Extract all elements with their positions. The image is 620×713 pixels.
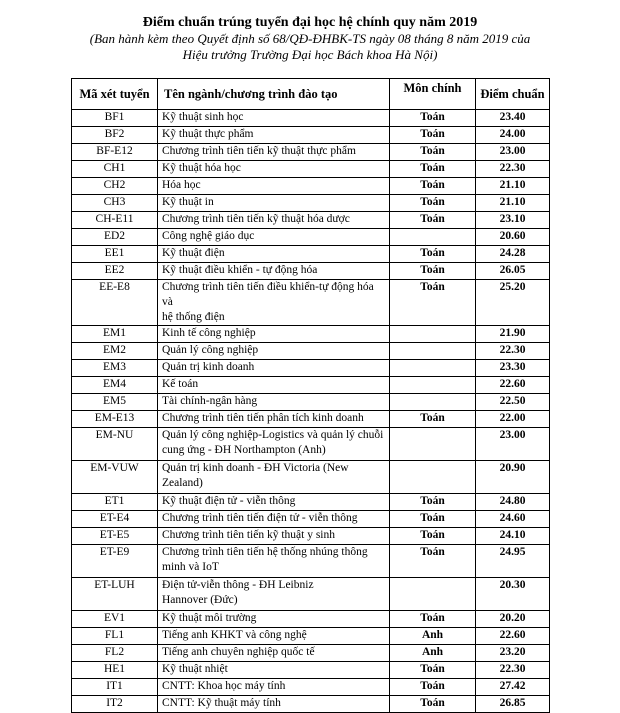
program-name-line: Kỹ thuật hóa học xyxy=(162,162,241,174)
main-subject-cell xyxy=(390,461,476,494)
program-name-line: Kỹ thuật in xyxy=(162,196,214,208)
table-row xyxy=(72,178,550,195)
main-subject-cell: Toán xyxy=(390,263,476,280)
cutoff-score-cell: 20.60 xyxy=(476,229,550,246)
main-subject-cell: Toán xyxy=(390,110,476,127)
main-subject-cell: Toán xyxy=(390,545,476,578)
program-code-cell: CH2 xyxy=(72,178,158,195)
program-name-line: Tiếng anh KHKT và công nghệ xyxy=(162,629,307,641)
cutoff-score-cell: 24.80 xyxy=(476,494,550,511)
program-code-cell: EM-NU xyxy=(72,428,158,461)
main-subject-cell xyxy=(390,428,476,461)
program-code-cell: EM2 xyxy=(72,343,158,360)
program-code-cell: ET-E5 xyxy=(72,528,158,545)
cutoff-score-cell: 24.60 xyxy=(476,511,550,528)
main-subject-cell: Toán xyxy=(390,280,476,326)
cutoff-score-cell: 22.60 xyxy=(476,628,550,645)
program-name-line: Công nghệ giáo dục xyxy=(162,230,255,242)
program-name-line: Kỹ thuật thực phẩm xyxy=(162,128,254,140)
program-name-line: CNTT: Kỹ thuật máy tính xyxy=(162,697,281,709)
program-code-cell: BF1 xyxy=(72,110,158,127)
main-subject-cell xyxy=(390,578,476,611)
table-body xyxy=(72,110,550,713)
table-row xyxy=(72,611,550,628)
program-code-cell: CH3 xyxy=(72,195,158,212)
program-name-cell xyxy=(158,696,390,713)
main-subject-cell: Toán xyxy=(390,212,476,229)
main-subject-cell: Anh xyxy=(390,645,476,662)
table-row xyxy=(72,578,550,611)
cutoff-score-cell: 25.20 xyxy=(476,280,550,326)
main-subject-cell: Toán xyxy=(390,528,476,545)
cutoff-score-cell: 24.10 xyxy=(476,528,550,545)
program-code-cell: EM-VUW xyxy=(72,461,158,494)
program-name-cell xyxy=(158,461,390,494)
program-name-line: Tài chính-ngân hàng xyxy=(162,395,258,407)
table-row xyxy=(72,161,550,178)
program-name-cell xyxy=(158,343,390,360)
program-code-cell: EM1 xyxy=(72,326,158,343)
program-name-cell xyxy=(158,394,390,411)
cutoff-score-cell: 22.50 xyxy=(476,394,550,411)
main-subject-cell: Toán xyxy=(390,144,476,161)
program-name-line: Chương trình tiên tiến điện tử - viễn thông xyxy=(162,512,358,524)
table-row xyxy=(72,195,550,212)
table-row xyxy=(72,127,550,144)
program-code-cell: IT2 xyxy=(72,696,158,713)
program-code-cell: EM4 xyxy=(72,377,158,394)
program-name-line: hệ thống điện xyxy=(162,311,225,323)
program-name-cell xyxy=(158,411,390,428)
table-row xyxy=(72,246,550,263)
program-name-cell xyxy=(158,679,390,696)
cutoff-score-cell: 22.00 xyxy=(476,411,550,428)
table-row xyxy=(72,494,550,511)
program-name-cell xyxy=(158,662,390,679)
program-name-line: Kỹ thuật điện tử - viễn thông xyxy=(162,495,296,507)
document-title: Điểm chuẩn trúng tuyển đại học hệ chính quy năm 2019 xyxy=(142,15,478,30)
program-code-cell: EM3 xyxy=(72,360,158,377)
program-name-line: Kỹ thuật nhiệt xyxy=(162,663,228,675)
main-subject-cell xyxy=(390,377,476,394)
program-name-line: Chương trình tiên tiến kỹ thuật y sinh xyxy=(162,529,335,541)
table-row xyxy=(72,628,550,645)
program-name-line: Quản lý công nghiệp-Logistics và quản lý chuỗi xyxy=(162,429,384,441)
cutoff-score-cell: 27.42 xyxy=(476,679,550,696)
cutoff-score-cell: 22.30 xyxy=(476,161,550,178)
program-name-line: Hóa học xyxy=(162,179,201,191)
program-name-cell xyxy=(158,178,390,195)
program-code-cell: BF-E12 xyxy=(72,144,158,161)
program-name-cell xyxy=(158,127,390,144)
cutoff-score-cell: 20.20 xyxy=(476,611,550,628)
program-code-cell: ED2 xyxy=(72,229,158,246)
program-name-line: minh và IoT xyxy=(162,561,219,573)
program-name-cell xyxy=(158,161,390,178)
column-header-code: Mã xét tuyển xyxy=(72,79,158,110)
program-name-line: cung ứng - ĐH Northampton (Anh) xyxy=(162,444,326,456)
cutoff-score-cell: 26.85 xyxy=(476,696,550,713)
program-name-line: Kỹ thuật môi trường xyxy=(162,612,257,624)
program-name-cell xyxy=(158,144,390,161)
table-row xyxy=(72,229,550,246)
program-name-cell xyxy=(158,545,390,578)
program-name-cell xyxy=(158,360,390,377)
main-subject-cell: Toán xyxy=(390,696,476,713)
program-name-line: Quản lý công nghiệp xyxy=(162,344,259,356)
program-name-cell xyxy=(158,195,390,212)
admission-scores-table xyxy=(71,78,550,713)
program-name-cell xyxy=(158,110,390,127)
table-row xyxy=(72,263,550,280)
program-code-cell: CH1 xyxy=(72,161,158,178)
main-subject-cell: Toán xyxy=(390,611,476,628)
program-name-line: Kỹ thuật điều khiển - tự động hóa xyxy=(162,264,318,276)
program-code-cell: ET-LUH xyxy=(72,578,158,611)
program-name-cell xyxy=(158,377,390,394)
table-row xyxy=(72,679,550,696)
program-name-cell xyxy=(158,611,390,628)
main-subject-cell: Toán xyxy=(390,494,476,511)
program-name-line: Kinh tế công nghiệp xyxy=(162,327,256,339)
main-subject-cell: Toán xyxy=(390,195,476,212)
cutoff-score-cell: 22.30 xyxy=(476,662,550,679)
cutoff-score-cell: 24.00 xyxy=(476,127,550,144)
column-header-main-subject: Môn chính xyxy=(390,79,476,110)
main-subject-cell xyxy=(390,360,476,377)
main-subject-cell xyxy=(390,326,476,343)
main-subject-cell: Anh xyxy=(390,628,476,645)
main-subject-cell xyxy=(390,229,476,246)
main-subject-cell: Toán xyxy=(390,161,476,178)
program-code-cell: ET1 xyxy=(72,494,158,511)
program-name-cell xyxy=(158,212,390,229)
cutoff-score-cell: 23.00 xyxy=(476,428,550,461)
program-code-cell: BF2 xyxy=(72,127,158,144)
column-header-cutoff-score: Điểm chuẩn xyxy=(476,79,550,110)
program-name-cell xyxy=(158,628,390,645)
program-code-cell: IT1 xyxy=(72,679,158,696)
main-subject-cell: Toán xyxy=(390,246,476,263)
cutoff-score-cell: 24.95 xyxy=(476,545,550,578)
table-row xyxy=(72,110,550,127)
program-code-cell: ET-E9 xyxy=(72,545,158,578)
table-row xyxy=(72,360,550,377)
cutoff-score-cell: 20.30 xyxy=(476,578,550,611)
program-name-line: Quản trị kinh doanh xyxy=(162,361,255,373)
table-row xyxy=(72,511,550,528)
table-row xyxy=(72,144,550,161)
cutoff-score-cell: 23.20 xyxy=(476,645,550,662)
program-name-cell xyxy=(158,645,390,662)
program-name-line: Chương trình tiên tiến phân tích kinh doanh xyxy=(162,412,364,424)
program-code-cell: FL2 xyxy=(72,645,158,662)
program-code-cell: HE1 xyxy=(72,662,158,679)
program-name-cell xyxy=(158,280,390,326)
cutoff-score-cell: 21.10 xyxy=(476,178,550,195)
program-name-line: Kỹ thuật sinh học xyxy=(162,111,244,123)
program-name-cell xyxy=(158,229,390,246)
cutoff-score-cell: 21.90 xyxy=(476,326,550,343)
main-subject-cell: Toán xyxy=(390,679,476,696)
cutoff-score-cell: 24.28 xyxy=(476,246,550,263)
program-name-cell xyxy=(158,263,390,280)
program-code-cell: CH-E11 xyxy=(72,212,158,229)
main-subject-cell: Toán xyxy=(390,662,476,679)
program-name-cell xyxy=(158,494,390,511)
cutoff-score-cell: 23.40 xyxy=(476,110,550,127)
table-row xyxy=(72,411,550,428)
program-name-line: Chương trình tiên tiến điều khiển-tự động hóa và xyxy=(162,281,374,308)
program-code-cell: EE2 xyxy=(72,263,158,280)
table-row xyxy=(72,428,550,461)
program-name-cell xyxy=(158,246,390,263)
cutoff-score-cell: 23.10 xyxy=(476,212,550,229)
program-code-cell: EE1 xyxy=(72,246,158,263)
main-subject-cell: Toán xyxy=(390,411,476,428)
program-code-cell: FL1 xyxy=(72,628,158,645)
column-header-program: Tên ngành/chương trình đào tạo xyxy=(158,79,390,110)
program-name-line: Kỹ thuật điện xyxy=(162,247,225,259)
program-name-cell xyxy=(158,578,390,611)
program-name-cell xyxy=(158,511,390,528)
table-row xyxy=(72,528,550,545)
program-code-cell: EM5 xyxy=(72,394,158,411)
program-name-line: Tiếng anh chuyên nghiệp quốc tế xyxy=(162,646,315,658)
program-name-cell xyxy=(158,428,390,461)
program-name-line: Kế toán xyxy=(162,378,199,390)
program-name-cell xyxy=(158,528,390,545)
program-code-cell: ET-E4 xyxy=(72,511,158,528)
table-row xyxy=(72,394,550,411)
cutoff-score-cell: 23.30 xyxy=(476,360,550,377)
program-name-line: Chương trình tiên tiến kỹ thuật thực phẩm xyxy=(162,145,356,157)
program-name-line: Zealand) xyxy=(162,477,203,489)
program-name-line: CNTT: Khoa học máy tính xyxy=(162,680,286,692)
table-row xyxy=(72,326,550,343)
program-name-line: Chương trình tiên tiến kỹ thuật hóa dược xyxy=(162,213,350,225)
program-name-line: Quản trị kinh doanh - ĐH Victoria (New xyxy=(162,462,349,474)
program-name-line: Chương trình tiên tiến hệ thống nhúng thông xyxy=(162,546,368,558)
main-subject-cell: Toán xyxy=(390,511,476,528)
program-code-cell: EM-E13 xyxy=(72,411,158,428)
main-subject-cell xyxy=(390,343,476,360)
table-row xyxy=(72,696,550,713)
table-row xyxy=(72,212,550,229)
program-code-cell: EE-E8 xyxy=(72,280,158,326)
table-row xyxy=(72,662,550,679)
cutoff-score-cell: 22.60 xyxy=(476,377,550,394)
main-subject-cell xyxy=(390,394,476,411)
table-row xyxy=(72,280,550,326)
cutoff-score-cell: 21.10 xyxy=(476,195,550,212)
program-name-line: Hannover (Đức) xyxy=(162,594,238,606)
document-subtitle xyxy=(0,31,620,63)
cutoff-score-cell: 26.05 xyxy=(476,263,550,280)
cutoff-score-cell: 23.00 xyxy=(476,144,550,161)
main-subject-cell: Toán xyxy=(390,178,476,195)
subtitle-line-1: (Ban hành kèm theo Quyết định số 68/QĐ-ĐHBK-TS ngày 08 tháng 8 năm 2019 của xyxy=(89,31,531,46)
table-row xyxy=(72,645,550,662)
main-subject-cell: Toán xyxy=(390,127,476,144)
table-row xyxy=(72,343,550,360)
program-name-cell xyxy=(158,326,390,343)
table-row xyxy=(72,545,550,578)
table-header-row xyxy=(72,79,550,110)
table-row xyxy=(72,461,550,494)
cutoff-score-cell: 22.30 xyxy=(476,343,550,360)
subtitle-line-2: Hiệu trưởng Trường Đại học Bách khoa Hà Nội) xyxy=(182,47,438,62)
table-row xyxy=(72,377,550,394)
program-name-line: Điện tử-viễn thông - ĐH Leibniz xyxy=(162,579,314,591)
program-code-cell: EV1 xyxy=(72,611,158,628)
cutoff-score-cell: 20.90 xyxy=(476,461,550,494)
